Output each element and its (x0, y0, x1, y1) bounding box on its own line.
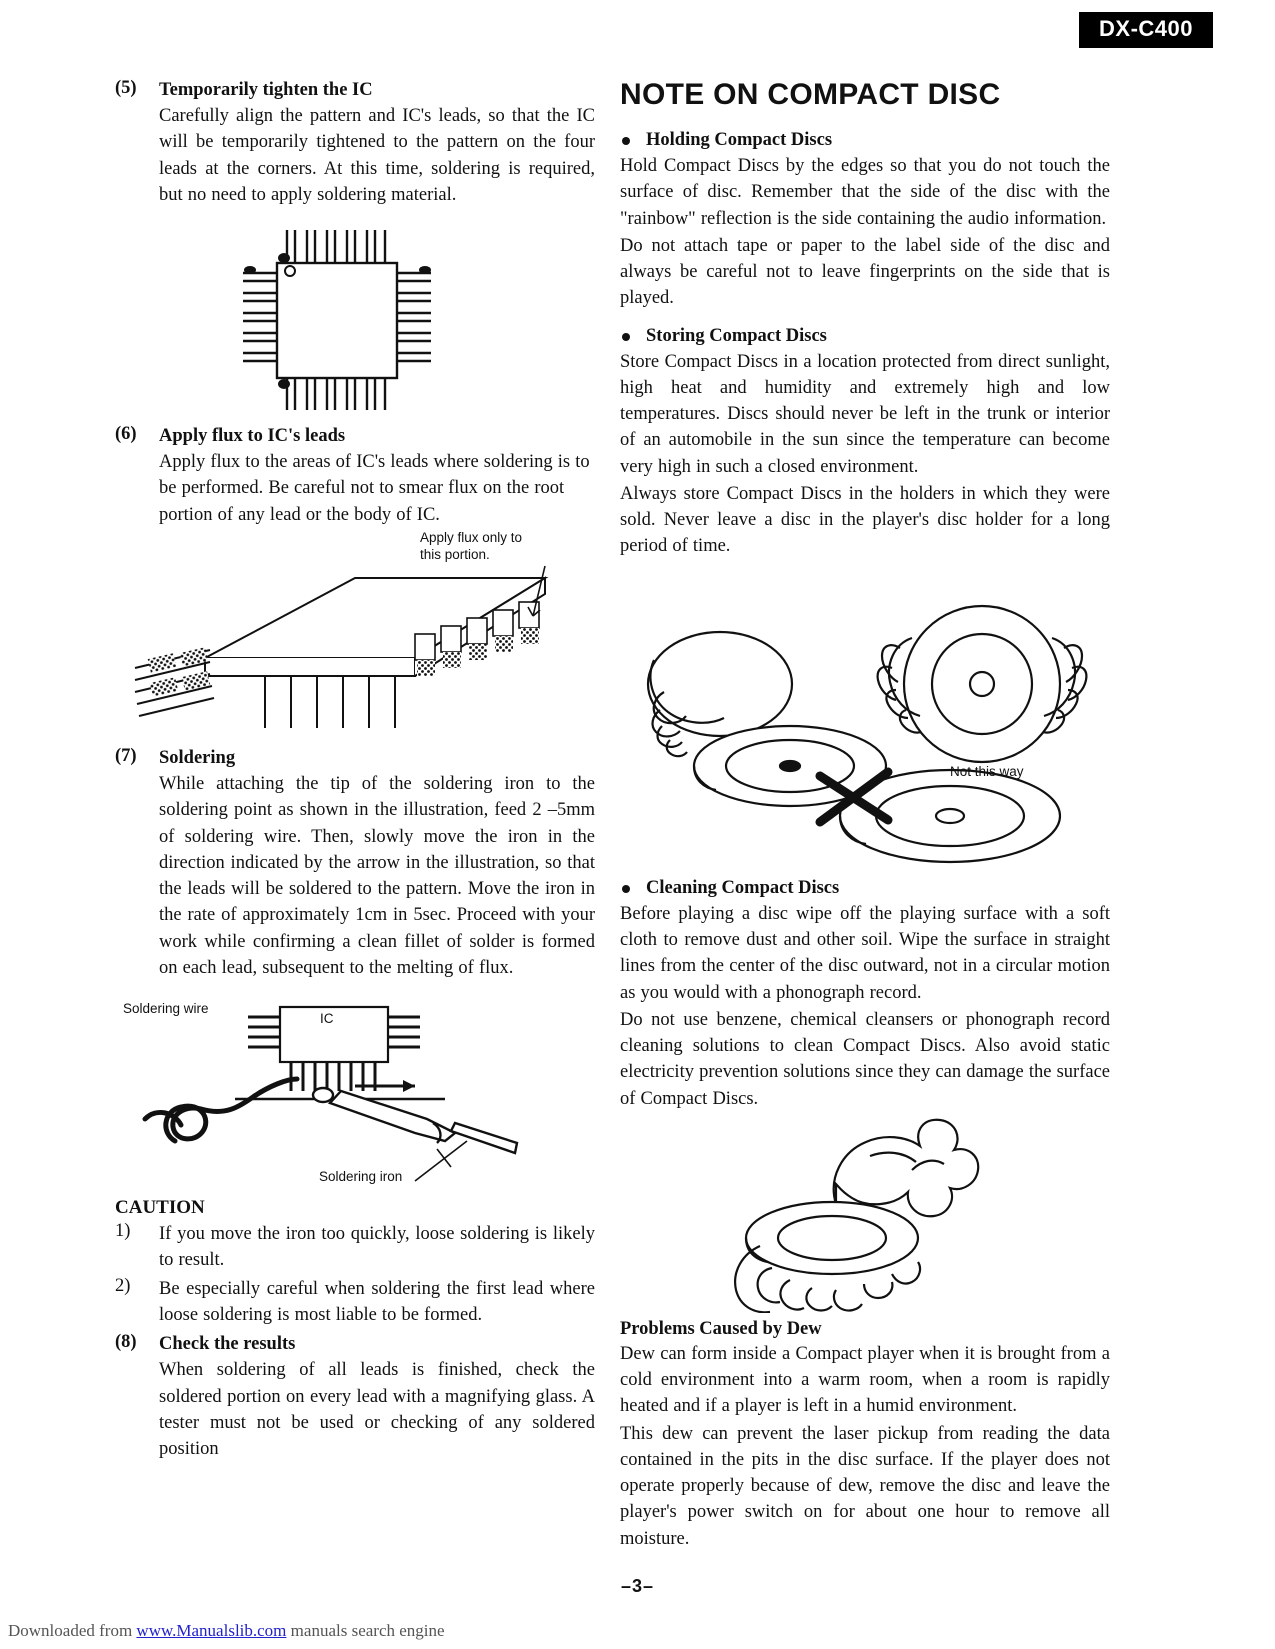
figure-ic-package (115, 218, 595, 418)
step-5-number: (5) (115, 78, 137, 98)
caution-item-1-number: 1) (115, 1221, 131, 1242)
section-heading-storing-label: Storing Compact Discs (646, 325, 827, 346)
figure-apply-flux (115, 529, 595, 728)
section-heading-holding-label: Holding Compact Discs (646, 130, 833, 150)
flux-annotation (420, 530, 522, 564)
model-badge: DX-C400 (1079, 12, 1213, 48)
caution-item-2 (115, 1276, 595, 1329)
step-6-body: Apply flux to the areas of IC's leads where soldering is to be performed. Be careful not to smear flux on the root portion of any lead or the body of IC. (159, 452, 590, 525)
downloaded-prefix: Downloaded from (8, 1621, 137, 1640)
step-6-number: (6) (115, 424, 137, 445)
soldering-drawing (115, 991, 595, 1191)
apply-flux-drawing (115, 538, 595, 728)
holding-discs-drawing (620, 564, 1110, 864)
step-7-number: (7) (115, 745, 137, 766)
step-7-title: Soldering (159, 747, 236, 768)
soldering-ic-label: IC (320, 1011, 334, 1027)
caution-item-2-number: 2) (115, 1275, 131, 1296)
figure-cleaning-disc (620, 1118, 1110, 1313)
cleaning-paragraph-2: Do not use benzene, chemical cleansers or phonograph record cleaning solutions to clean Compact Discs. Also avoid static electricity prevention solutions since they can damage the surface of Compact Discs. (620, 1009, 1110, 1109)
flux-annotation-line2: this portion. (420, 546, 490, 562)
manualslib-link[interactable]: www.Manualslib.com (136, 1621, 287, 1640)
page-title: NOTE ON COMPACT DISC (620, 78, 1001, 111)
section-heading-dew: Problems Caused by Dew (620, 1318, 822, 1339)
cleaning-paragraph-1: Before playing a disc wipe off the playing surface with a soft cloth to remove dust and other soil. Wipe the surface in straight lines from the center of the disc outward, not in a circular motion as you would with a phonograph record. (620, 903, 1110, 1003)
step-7-body: While attaching the tip of the soldering iron to the soldering point as shown in the illustration, feed 2 –5mm of soldering wire. Then, slowly move the iron in the direction indicated by the arrow in the illustration, so that the leads will be soldered to the pattern. Move the iron in the rate of approximately 1cm in 5sec. Proceed with your work while confirming a clean fillet of solder is formed on each lead, subsequent to the melting of flux. (159, 774, 595, 978)
left-column (115, 78, 595, 1466)
caution-item-2-text: Be especially careful when soldering the first lead where loose soldering is most liable to be formed. (159, 1278, 595, 1325)
section-heading-holding (620, 130, 1110, 151)
step-5-title: Temporarily tighten the IC (159, 80, 373, 100)
caution-title: CAUTION (115, 1197, 205, 1219)
storing-paragraph-1: Store Compact Discs in a location protected from direct sunlight, high heat and humidity and extremely high and low temperatures. Discs should never be left in the trunk or interior of an automobile in the sun since the temperature can become very high in such a closed environment. (620, 351, 1110, 477)
step-8-number: (8) (115, 1332, 137, 1353)
step-6-title: Apply flux to IC's leads (159, 426, 346, 447)
bullet-icon (622, 333, 630, 341)
step-6 (115, 424, 595, 528)
dew-paragraph-1: Dew can form inside a Compact player when it is brought from a cold environment into a warm room, when a room is rapidly heated and if a player is left in a humid environment. (620, 1343, 1110, 1417)
soldering-wire-label: Soldering wire (123, 1001, 209, 1017)
step-5-body: Carefully align the pattern and IC's leads, so that the IC will be temporarily tightened to the pattern on the four leads at the corners. At this time, soldering is required, but no need to apply soldering material. (159, 106, 595, 205)
right-column (620, 78, 1110, 1552)
not-this-way-label: Not this way (950, 763, 1024, 779)
cleaning-disc-drawing (620, 1118, 1110, 1313)
section-heading-cleaning (620, 878, 1110, 899)
step-5 (115, 78, 595, 208)
section-heading-storing (620, 326, 1110, 347)
step-8 (115, 1332, 595, 1462)
dew-paragraph-2: This dew can prevent the laser pickup from reading the data contained in the pits in the disc surface. If the player does not operate properly because of dew, remove the disc and leave the player's power switch on for about one hour to remove all moisture. (620, 1423, 1110, 1549)
soldering-iron-label: Soldering iron (319, 1169, 403, 1185)
step-8-title: Check the results (159, 1334, 296, 1355)
section-heading-cleaning-label: Cleaning Compact Discs (646, 877, 840, 898)
page-number: –3– (620, 1576, 655, 1596)
ic-package-drawing (115, 218, 595, 418)
storing-paragraph-2: Always store Compact Discs in the holders in which they were sold. Never leave a disc in the player's disc holder for a long period of time. (620, 483, 1110, 557)
caution-item-1-text: If you move the iron too quickly, loose soldering is likely to result. (159, 1224, 595, 1271)
step-8-body: When soldering of all leads is finished, check the soldered portion on every lead with a magnifying glass. A tester must not be used or checking of any soldered position (159, 1360, 595, 1460)
figure-holding-discs (620, 564, 1110, 864)
manualslib-footer (8, 1621, 445, 1641)
caution-item-1 (115, 1221, 595, 1274)
holding-paragraph-1: Hold Compact Discs by the edges so that you do not touch the surface of disc. Remember that the side of the disc with the "rainbow" reflection is the side containing the audio information. (620, 156, 1110, 229)
step-7 (115, 746, 595, 981)
flux-annotation-line1: Apply flux only to (420, 529, 523, 545)
bullet-icon (622, 137, 630, 145)
figure-soldering (115, 991, 595, 1191)
downloaded-suffix: manuals search engine (286, 1621, 445, 1640)
holding-paragraph-2: Do not attach tape or paper to the label side of the disc and always be careful not to leave fingerprints on the side that is played. (620, 235, 1110, 309)
bullet-icon (622, 885, 630, 893)
